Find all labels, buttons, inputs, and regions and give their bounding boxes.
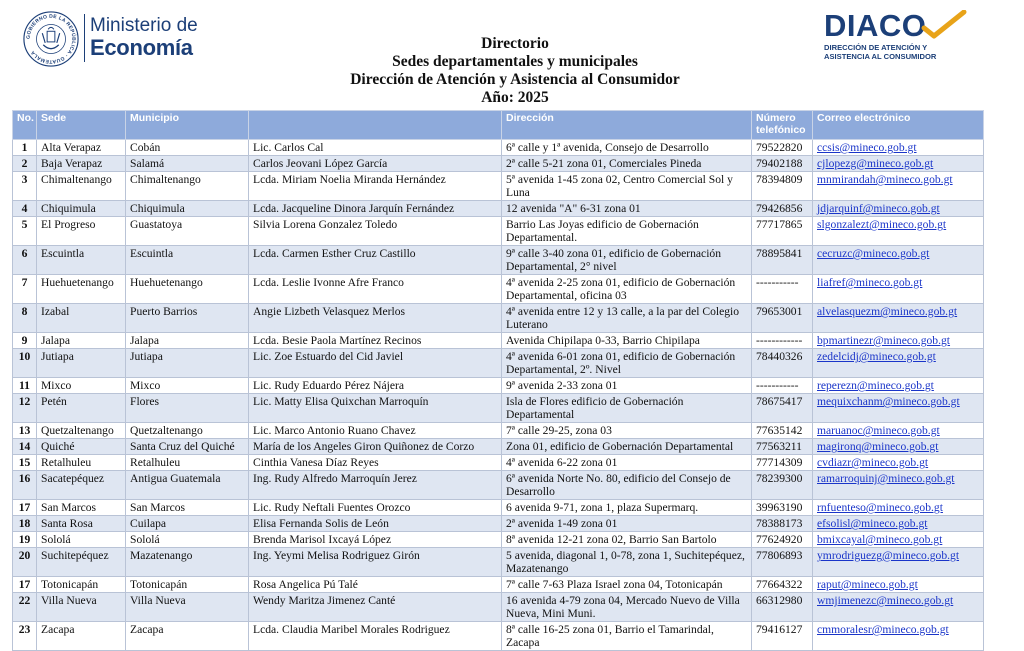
cell-municipio: Villa Nueva [126,593,249,622]
cell-direccion: 4ª avenida 6-01 zona 01, edificio de Gobernación Departamental, 2º. Nivel [502,349,752,378]
cell-telefono: 66312980 [752,593,813,622]
email-link[interactable]: cmmoralesr@mineco.gob.gt [813,622,984,651]
email-link[interactable]: wmjimenezc@mineco.gob.gt [813,593,984,622]
cell-encargado: Lic. Rudy Neftali Fuentes Orozco [249,500,502,516]
cell-municipio: Escuintla [126,246,249,275]
cell-encargado: Lcda. Carmen Esther Cruz Castillo [249,246,502,275]
table-row [13,217,984,246]
cell-sede: Escuintla [37,246,126,275]
table-header-row [13,111,984,140]
table-row [13,156,984,172]
cell-encargado: María de los Angeles Giron Quiñonez de Corzo [249,439,502,455]
cell-sede: Sacatepéquez [37,471,126,500]
cell-sede: Santa Rosa [37,516,126,532]
cell-sede: Quiché [37,439,126,455]
cell-municipio: Mixco [126,378,249,394]
cell-direccion: 6ª calle y 1ª avenida, Consejo de Desarrollo [502,140,752,156]
email-link[interactable]: maruanoc@mineco.gob.gt [813,423,984,439]
email-link[interactable]: liafref@mineco.gob.gt [813,275,984,304]
cell-encargado: Brenda Marisol Ixcayá López [249,532,502,548]
cell-encargado: Wendy Maritza Jimenez Canté [249,593,502,622]
ministry-line-1: Ministerio de [90,15,198,36]
col-header-municipio: Municipio [126,111,249,140]
cell-encargado: Lcda. Leslie Ivonne Afre Franco [249,275,502,304]
email-link[interactable]: alvelasquezm@mineco.gob.gt [813,304,984,333]
cell-telefono: 79416127 [752,622,813,651]
cell-sede: Mixco [37,378,126,394]
table-row [13,439,984,455]
email-link[interactable]: efsolisl@mineco.gob.gt [813,516,984,532]
cell-municipio: Puerto Barrios [126,304,249,333]
cell-direccion: Avenida Chipilapa 0-33, Barrio Chipilapa [502,333,752,349]
cell-direccion: 2ª avenida 1-49 zona 01 [502,516,752,532]
cell-direccion: 4ª avenida 2-25 zona 01, edificio de Gobernación Departamental, oficina 03 [502,275,752,304]
cell-no: 23 [13,622,37,651]
col-header-encargado [249,111,502,140]
email-link[interactable]: reperezn@mineco.gob.gt [813,378,984,394]
table-row [13,532,984,548]
cell-municipio: Guastatoya [126,217,249,246]
cell-sede: Izabal [37,304,126,333]
cell-direccion: 7ª calle 29-25, zona 03 [502,423,752,439]
ministry-line-2: Economía [90,35,193,60]
ministerio-economia-logo [90,16,198,59]
cell-direccion: 8ª calle 16-25 zona 01, Barrio el Tamarindal, Zacapa [502,622,752,651]
cell-sede: Petén [37,394,126,423]
cell-encargado: Elisa Fernanda Solis de León [249,516,502,532]
title-direccion: Dirección de Atención y Asistencia al Consumidor [350,71,680,88]
document-title-block [250,35,780,107]
cell-no: 16 [13,471,37,500]
cell-direccion: 6ª avenida Norte No. 80, edificio del Consejo de Desarrollo [502,471,752,500]
title-directorio: Directorio [481,35,549,52]
col-header-direccion: Dirección [502,111,752,140]
cell-direccion: 5 avenida, diagonal 1, 0-78, zona 1, Suchitepéquez, Mazatenango [502,548,752,577]
cell-telefono: 77717865 [752,217,813,246]
table-row [13,378,984,394]
title-sedes: Sedes departamentales y municipales [392,53,638,70]
cell-sede: Retalhuleu [37,455,126,471]
cell-municipio: Mazatenango [126,548,249,577]
cell-municipio: Flores [126,394,249,423]
cell-municipio: Antigua Guatemala [126,471,249,500]
cell-sede: Jalapa [37,333,126,349]
cell-encargado: Lic. Carlos Cal [249,140,502,156]
email-link[interactable]: ccsis@mineco.gob.gt [813,140,984,156]
table-row [13,455,984,471]
cell-no: 15 [13,455,37,471]
table-row [13,548,984,577]
cell-no: 3 [13,172,37,201]
cell-municipio: Zacapa [126,622,249,651]
col-header-sede: Sede [37,111,126,140]
cell-no: 9 [13,333,37,349]
cell-direccion: 5ª avenida 1-45 zona 02, Centro Comercial Sol y Luna [502,172,752,201]
table-row [13,304,984,333]
cell-telefono: 79426856 [752,201,813,217]
cell-municipio: Cobán [126,140,249,156]
cell-telefono: 78394809 [752,172,813,201]
cell-sede: Sololá [37,532,126,548]
cell-sede: Villa Nueva [37,593,126,622]
diaco-subtitle [824,43,936,61]
table-row [13,500,984,516]
cell-telefono: 79653001 [752,304,813,333]
cell-no: 4 [13,201,37,217]
title-year: Año: 2025 [481,89,549,106]
cell-sede: Alta Verapaz [37,140,126,156]
cell-no: 5 [13,217,37,246]
cell-direccion: 9ª avenida 2-33 zona 01 [502,378,752,394]
email-link[interactable]: ymrodriguezg@mineco.gob.gt [813,548,984,577]
cell-no: 19 [13,532,37,548]
cell-encargado: Ing. Yeymi Melisa Rodriguez Girón [249,548,502,577]
cell-sede: Totonicapán [37,577,126,593]
email-link[interactable]: bmixcayal@mineco.gob.gt [813,532,984,548]
cell-direccion: 9ª calle 3-40 zona 01, edificio de Gobernación Departamental, 2° nivel [502,246,752,275]
email-link[interactable]: mnmirandah@mineco.gob.gt [813,172,984,201]
email-link[interactable]: cvdiazr@mineco.gob.gt [813,455,984,471]
diaco-subtitle-line-1: DIRECCIÓN DE ATENCIÓN Y [824,43,928,52]
cell-sede: Baja Verapaz [37,156,126,172]
cell-direccion: 2ª calle 5-21 zona 01, Comerciales Pineda [502,156,752,172]
col-header-correo: Correo electrónico [813,111,984,140]
cell-telefono: 78440326 [752,349,813,378]
diaco-logo [824,8,974,64]
cell-encargado: Lcda. Jacqueline Dinora Jarquín Fernández [249,201,502,217]
cell-telefono: 39963190 [752,500,813,516]
cell-no: 10 [13,349,37,378]
col-header-no: No. [13,111,37,140]
cell-encargado: Lic. Rudy Eduardo Pérez Nájera [249,378,502,394]
cell-telefono: ----------- [752,378,813,394]
cell-municipio: Cuilapa [126,516,249,532]
svg-text:GOBIERNO DE LA REPÚBLICA · GUA [26,14,78,65]
cell-municipio: Huehuetenango [126,275,249,304]
cell-encargado: Lic. Zoe Estuardo del Cid Javiel [249,349,502,378]
cell-encargado: Ing. Rudy Alfredo Marroquín Jerez [249,471,502,500]
diaco-wordmark: DIACO [824,8,927,43]
cell-municipio: Chimaltenango [126,172,249,201]
guatemala-seal-logo [22,10,80,68]
table-row [13,246,984,275]
email-link[interactable]: jdjarquinf@mineco.gob.gt [813,201,984,217]
cell-municipio: Chiquimula [126,201,249,217]
cell-telefono: 79402188 [752,156,813,172]
cell-encargado: Lic. Marco Antonio Ruano Chavez [249,423,502,439]
cell-telefono: ----------- [752,275,813,304]
cell-encargado: Lcda. Miriam Noelia Miranda Hernández [249,172,502,201]
directory-table [12,110,984,651]
email-link[interactable]: raput@mineco.gob.gt [813,577,984,593]
email-link[interactable]: mequixchanm@mineco.gob.gt [813,394,984,423]
table-row [13,140,984,156]
cell-no: 17 [13,577,37,593]
cell-no: 18 [13,516,37,532]
cell-municipio: Santa Cruz del Quiché [126,439,249,455]
cell-sede: Jutiapa [37,349,126,378]
cell-sede: San Marcos [37,500,126,516]
email-link[interactable]: slgonzalezt@mineco.gob.gt [813,217,984,246]
cell-municipio: Totonicapán [126,577,249,593]
cell-no: 1 [13,140,37,156]
cell-no: 22 [13,593,37,622]
cell-sede: Huehuetenango [37,275,126,304]
cell-sede: Zacapa [37,622,126,651]
cell-direccion: 4ª avenida 6-22 zona 01 [502,455,752,471]
cell-municipio: Retalhuleu [126,455,249,471]
email-link[interactable]: cecruzc@mineco.gob.gt [813,246,984,275]
cell-no: 12 [13,394,37,423]
cell-encargado: Lic. Matty Elisa Quixchan Marroquín [249,394,502,423]
cell-no: 20 [13,548,37,577]
table-row [13,349,984,378]
cell-telefono: 79522820 [752,140,813,156]
logo-divider [84,14,85,62]
cell-sede: Chimaltenango [37,172,126,201]
check-icon [920,10,968,40]
cell-encargado: Angie Lizbeth Velasquez Merlos [249,304,502,333]
cell-telefono: 78239300 [752,471,813,500]
cell-no: 11 [13,378,37,394]
email-link[interactable]: bpmartinezr@mineco.gob.gt [813,333,984,349]
cell-sede: Quetzaltenango [37,423,126,439]
table-row [13,201,984,217]
email-link[interactable]: cjlopezg@mineco.gob.gt [813,156,984,172]
cell-direccion: 4ª avenida entre 12 y 13 calle, a la par del Colegio Luterano [502,304,752,333]
cell-telefono: 77563211 [752,439,813,455]
table-row [13,423,984,439]
table-row [13,333,984,349]
cell-telefono: 78895841 [752,246,813,275]
cell-direccion: Isla de Flores edificio de Gobernación Departamental [502,394,752,423]
email-link[interactable]: zedelcidj@mineco.gob.gt [813,349,984,378]
cell-direccion: 8ª avenida 12-21 zona 02, Barrio San Bartolo [502,532,752,548]
cell-telefono: 77624920 [752,532,813,548]
cell-no: 13 [13,423,37,439]
table-row [13,172,984,201]
cell-encargado: Lcda. Besie Paola Martínez Recinos [249,333,502,349]
cell-sede: Chiquimula [37,201,126,217]
cell-municipio: Jutiapa [126,349,249,378]
cell-telefono: 77714309 [752,455,813,471]
diaco-subtitle-line-2: ASISTENCIA AL CONSUMIDOR [824,52,937,62]
cell-encargado: Rosa Angelica Pú Talé [249,577,502,593]
cell-no: 8 [13,304,37,333]
cell-direccion: Barrio Las Joyas edificio de Gobernación Departamental. [502,217,752,246]
email-link[interactable]: rnfuenteso@mineco.gob.gt [813,500,984,516]
table-body [13,140,984,651]
cell-direccion: 7ª calle 7-63 Plaza Israel zona 04, Totonicapán [502,577,752,593]
table-row [13,622,984,651]
table-row [13,275,984,304]
table-row [13,394,984,423]
cell-telefono: 77635142 [752,423,813,439]
table-row [13,577,984,593]
table-row [13,593,984,622]
seal-text: GOBIERNO DE LA REPÚBLICA · GUATEMALA [25,13,77,65]
cell-encargado: Carlos Jeovani López García [249,156,502,172]
cell-municipio: Quetzaltenango [126,423,249,439]
cell-telefono: 77664322 [752,577,813,593]
table-row [13,516,984,532]
cell-no: 2 [13,156,37,172]
cell-no: 17 [13,500,37,516]
cell-municipio: Jalapa [126,333,249,349]
cell-telefono: 78388173 [752,516,813,532]
table-row [13,471,984,500]
cell-no: 6 [13,246,37,275]
cell-telefono: 78675417 [752,394,813,423]
email-link[interactable]: ramarroquinj@mineco.gob.gt [813,471,984,500]
cell-no: 14 [13,439,37,455]
cell-telefono: ------------ [752,333,813,349]
cell-direccion: 6 avenida 9-71, zona 1, plaza Supermarq. [502,500,752,516]
cell-direccion: 16 avenida 4-79 zona 04, Mercado Nuevo de Villa Nueva, Mini Muni. [502,593,752,622]
cell-municipio: San Marcos [126,500,249,516]
cell-direccion: 12 avenida "A" 6-31 zona 01 [502,201,752,217]
email-link[interactable]: magironq@mineco.gob.gt [813,439,984,455]
cell-sede: El Progreso [37,217,126,246]
cell-telefono: 77806893 [752,548,813,577]
col-header-telefono: Número telefónico [752,111,813,140]
cell-encargado: Silvia Lorena Gonzalez Toledo [249,217,502,246]
cell-sede: Suchitepéquez [37,548,126,577]
cell-encargado: Cinthia Vanesa Díaz Reyes [249,455,502,471]
cell-municipio: Sololá [126,532,249,548]
cell-no: 7 [13,275,37,304]
cell-direccion: Zona 01, edificio de Gobernación Departamental [502,439,752,455]
cell-encargado: Lcda. Claudia Maribel Morales Rodriguez [249,622,502,651]
cell-municipio: Salamá [126,156,249,172]
